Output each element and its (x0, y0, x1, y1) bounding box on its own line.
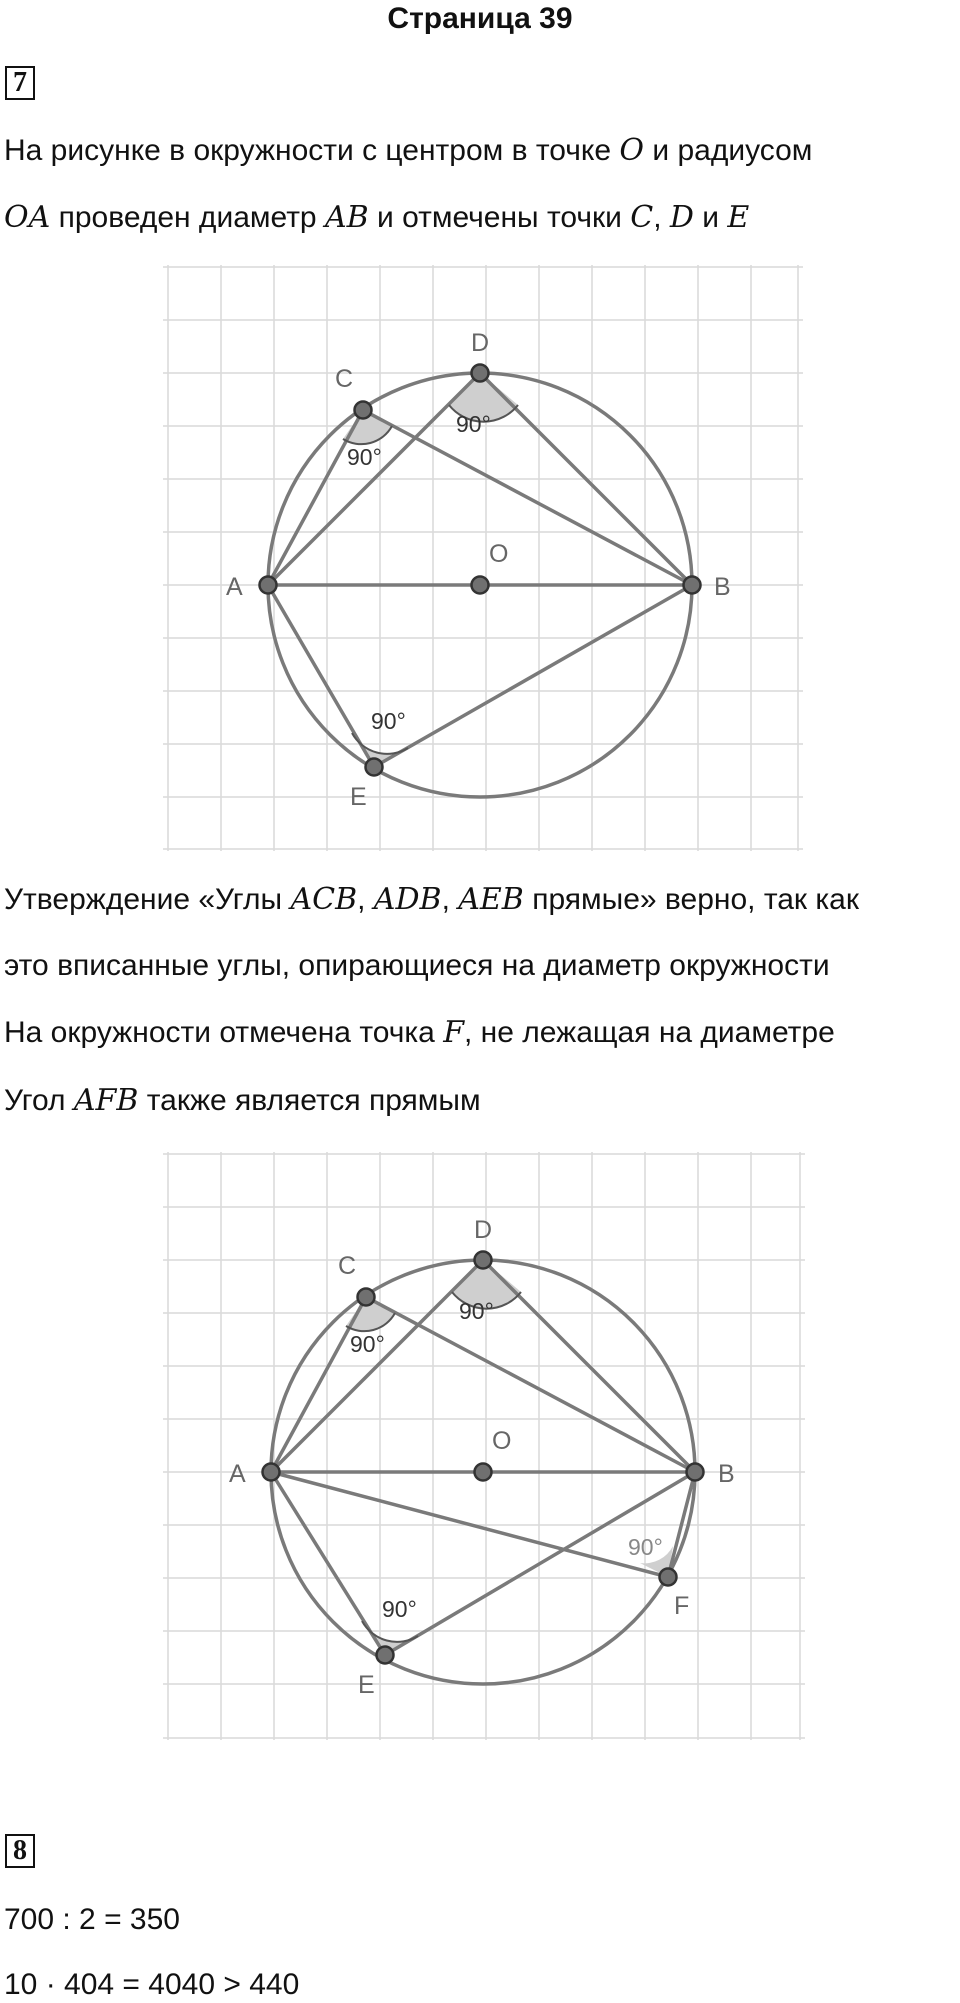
angle-label-d: 90° (459, 1298, 494, 1324)
angle-label-e: 90° (371, 708, 406, 734)
point-d (475, 1252, 492, 1269)
angle-label-c: 90° (350, 1331, 385, 1357)
point-b (684, 577, 701, 594)
label-b: B (718, 1460, 735, 1488)
angle-label-f: 90° (628, 1534, 663, 1560)
task-8-number: 8 (5, 1834, 35, 1868)
angle-label-c: 90° (347, 444, 382, 470)
label-d: D (471, 329, 490, 357)
angle-label-e: 90° (382, 1596, 417, 1622)
task-7-number: 7 (5, 66, 35, 100)
segment-ae (271, 1472, 385, 1655)
task7-line-4: это вписанные углы, опирающиеся на диаметр окружности (4, 949, 830, 982)
label-c: C (335, 365, 354, 393)
task7-line-3: Утверждение «Углы ACB, ADB, AEB прямые» верно, так как (4, 882, 859, 917)
label-a: A (226, 573, 243, 601)
label-o: O (492, 1427, 512, 1455)
label-e: E (350, 783, 367, 811)
point-e (377, 1647, 394, 1664)
label-b: B (714, 573, 731, 601)
angle-label-d: 90° (456, 411, 491, 437)
point-e (366, 759, 383, 776)
segment-ac (268, 410, 363, 585)
task7-line-6: Угол AFB также является прямым (4, 1083, 481, 1118)
label-f: F (674, 1592, 690, 1620)
point-a (263, 1464, 280, 1481)
task8-line-2: 10 · 404 = 4040 > 440 (4, 1968, 300, 2001)
point-c (358, 1289, 375, 1306)
segment-cb (363, 410, 692, 585)
point-o (472, 577, 489, 594)
point-a (260, 577, 277, 594)
task8-line-1: 700 : 2 = 350 (4, 1903, 180, 1936)
figure-circle-1 (163, 265, 803, 851)
figure-circle-2 (163, 1152, 805, 1740)
page-title: Страница 39 (387, 2, 573, 35)
task7-line-2: OA проведен диаметр AB и отмечены точки C, D и E (4, 200, 750, 235)
task7-line-1: На рисунке в окружности с центром в точке O и радиусом (4, 133, 813, 168)
label-e: E (358, 1671, 375, 1699)
label-d: D (474, 1216, 493, 1244)
point-b (687, 1464, 704, 1481)
label-a: A (229, 1460, 246, 1488)
point-c (355, 402, 372, 419)
task7-line-5: На окружности отмечена точка F, не лежащая на диаметре (4, 1015, 835, 1050)
point-d (472, 365, 489, 382)
label-c: C (338, 1252, 357, 1280)
point-o (475, 1464, 492, 1481)
point-f (660, 1569, 677, 1586)
segment-ac (271, 1297, 366, 1472)
segment-ae (268, 585, 374, 767)
label-o: O (489, 540, 509, 568)
